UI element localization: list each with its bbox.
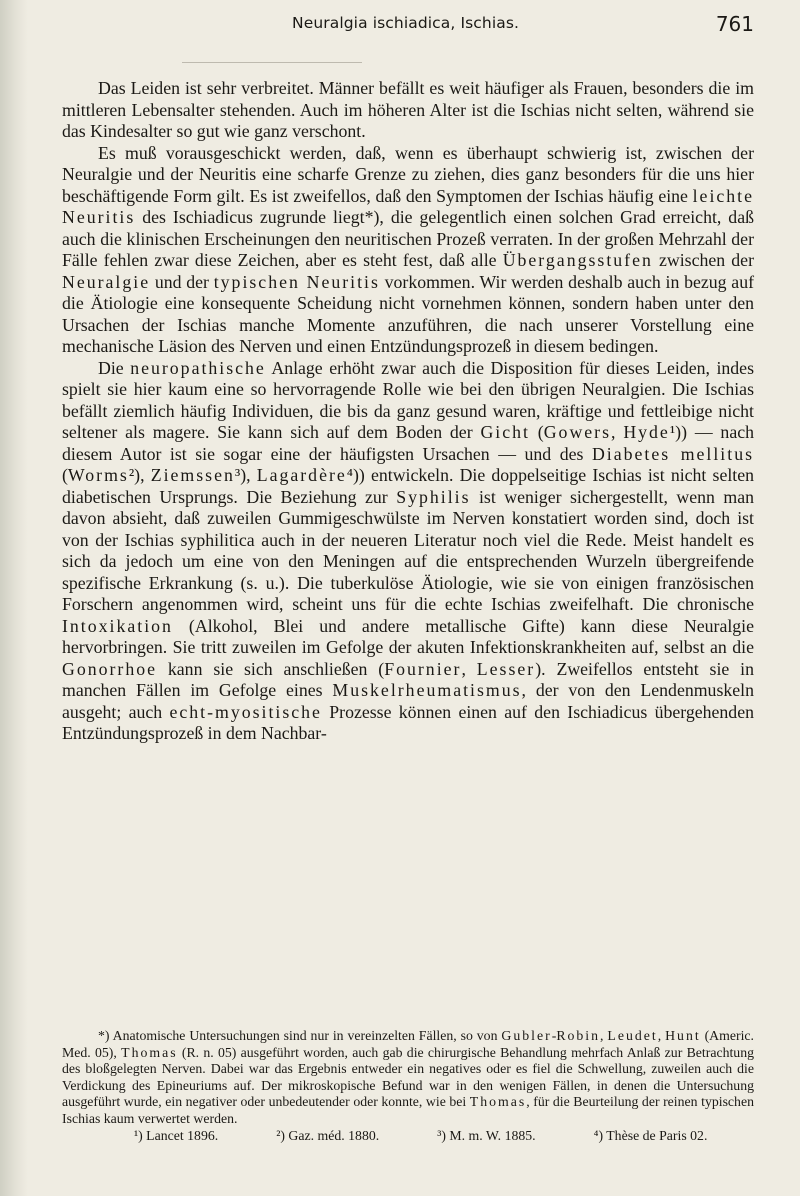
text-run: ). Zweifellos entsteht sie in manchen Fällen im Gefolge eines [62,658,755,700]
reference-item: ³) M. m. W. 1885. [437,1127,536,1143]
text-run: ¹)) — nach diesem Autor ist sie sogar eine der häufigsten Ursachen — und des [62,422,755,464]
text-run: , [600,1028,608,1043]
spaced-emphasis: Gowers [543,422,612,442]
body-text [62,78,754,745]
text-run: ( [529,422,544,442]
text-run: vorkommen. Wir werden deshalb auch in bezug auf die Ätiologie eine konsequente Scheidung nicht vornehmen können, sondern haben unter den Ursachen der Ischias manche Momente anzuführen, die nach unserer Vorstellung eine mechanische Läsion des Nerven und einen Entzündungsprozeß in diesem bedingen. [62,271,755,356]
text-run: kann sie sich anschließen ( [157,658,385,679]
paragraph [62,143,754,358]
paragraph [62,78,754,143]
spaced-emphasis: Syphilis [396,486,471,507]
paragraph [62,358,754,745]
spaced-emphasis: Muskelrheumatismus [332,680,522,700]
text-run: ²), [128,465,151,485]
spaced-emphasis: Neuralgie [62,271,151,292]
text-run: , [657,1028,666,1043]
spaced-emphasis: Übergangsstufen [502,250,653,270]
spaced-emphasis: echt-myositische [169,701,322,722]
text-run: (Alkohol, Blei und andere metallische Gifte) kann diese Neuralgie hervorbringen. Sie tritt zuweilen im Gefolge der akuten Infektionskrankheiten auf, selbst an die [62,615,754,657]
text-run: ist weniger sichergestellt, wenn man davon absieht, daß zuweilen Gummigeschwülste im Nerven konstatiert worden sind, doch ist von der Ischias syphilitica auch in der neueren Literatur noch viel die Rede. Meist handelt es sich da jedoch um eine von den Meningen auf die entsprechenden Wurzeln übergreifende spezifische Erkrankung (s. u.). Die tuberkulöse Ätiologie, wie sie von einigen französischen Forschern angenommen wird, scheint uns für die echte Ischias zweifelhaft. Die chronische [62,486,754,614]
text-run: zwischen der [652,250,754,270]
spaced-emphasis: Gubler [501,1028,552,1043]
page-number: 761 [715,12,754,36]
spaced-emphasis: Worms [67,465,129,485]
spaced-emphasis: Gonorrhoe [62,658,158,679]
reference-item: ¹) Lancet 1896. [134,1127,219,1143]
spaced-emphasis: Hyde [623,422,670,442]
text-run: Anlage erhöht zwar auch die Disposition für dieses Leiden, indes spielt sie hier kaum eine so hervorragende Rolle wie bei den übrigen Neuralgien. Die Ischias befällt ziemlich häufig Individuen, die bis da ganz gesund waren, kräftige und fettleibige nicht seltener als magere. Sie kann sich auf dem Boden der [62,357,754,442]
footnote-anatomical [62,1028,754,1128]
spaced-emphasis: Lesser [476,658,536,679]
page-edge-shadow [0,0,28,1196]
text-run: ( [62,465,68,485]
spaced-emphasis: Robin [556,1028,601,1043]
text-run: *) Anatomische Untersuchungen sind nur in vereinzelten Fällen, so von [98,1028,502,1043]
text-run: Es muß vorausgeschickt werden, daß, wenn es überhaupt schwierig ist, zwischen der Neuralgie und der Neuritis eine scharfe Grenze zu ziehen, dies ganz besonders für die uns hier beschäftigende Form gilt. Es ist zweifellos, daß den Symptomen der Ischias häufig eine [62,142,754,206]
spaced-emphasis: Thomas [121,1044,178,1060]
spaced-emphasis: Intoxikation [62,615,173,636]
text-run: , [461,658,477,679]
spaced-emphasis: typischen Neuritis [213,271,380,292]
spaced-emphasis: Thomas [469,1094,527,1110]
page-header [62,10,754,36]
book-page [62,0,754,1196]
reference-item: ⁴) Thèse de Paris 02. [593,1127,708,1143]
running-title: Neuralgia ischiadica, Ischias. [292,14,520,32]
spaced-emphasis: leichte Neuritis [62,185,754,227]
spaced-emphasis: Hunt [665,1028,701,1043]
header-rule [182,62,362,63]
text-run: , der von den Lendenmuskeln ausgeht; auch [62,680,754,722]
spaced-emphasis: Diabetes mellitus [591,443,754,464]
spaced-emphasis: Lagardère [256,465,347,485]
text-run: des Ischiadicus zugrunde liegt*), die gelegentlich einen solchen Grad erreicht, daß auch die klinischen Erscheinungen den neuritischen Prozeß verraten. In der großen Mehrzahl der Fälle fehlen zwar diese Zeichen, aber es steht fest, daß alle [62,207,754,270]
text-run: Die [98,357,131,378]
text-run: ⁴)) entwickeln. Die doppelseitige Ischias ist nicht selten diabetischen Ursprungs. Die Beziehung zur [62,465,754,507]
spaced-emphasis: neuropathische [130,357,266,378]
spaced-emphasis: Ziemssen [150,465,235,485]
text-run: und der [150,271,214,292]
spaced-emphasis: Leudet [607,1028,658,1043]
text-run: Prozesse können einen auf den Ischiadicus übergehenden Entzündungsprozeß in dem Nachbar- [62,701,754,743]
footnotes [62,1028,754,1144]
spaced-emphasis: Gicht [480,422,530,442]
text-run: (R. n. 05) ausgeführt worden, auch gab die chirurgische Behandlung mehrfach Anlaß zur Betrachtung des bloßgelegten Nerven. Dabei war das Ergebnis entweder ein negatives oder es fiel die Schwellung, zuweilen auch die Verdickung des Epineuriums auf. Der mikroskopische Befund war in den wenigen Fällen, in denen die Untersuchung ausgeführt wurde, ein negativer oder unbedeutender oder konnte, wie bei [62,1044,755,1110]
spaced-emphasis: Fournier [384,658,462,679]
text-run: (Americ. Med. 05), [62,1028,755,1060]
text-run: , für die Beurteilung der reinen typischen Ischias kaum verwertet werden. [62,1094,754,1126]
text-run: - [551,1028,557,1043]
reference-list [62,1128,754,1145]
text-run: , [611,422,624,442]
reference-item: ²) Gaz. méd. 1880. [276,1127,380,1143]
text-run: ³), [234,465,257,485]
text-run: Das Leiden ist sehr verbreitet. Männer befällt es weit häufiger als Frauen, besonders die im mittleren Lebensalter stehenden. Auch im höheren Alter ist die Ischias nicht selten, während sie das Kindesalter so gut wie ganz verschont. [62,78,754,141]
